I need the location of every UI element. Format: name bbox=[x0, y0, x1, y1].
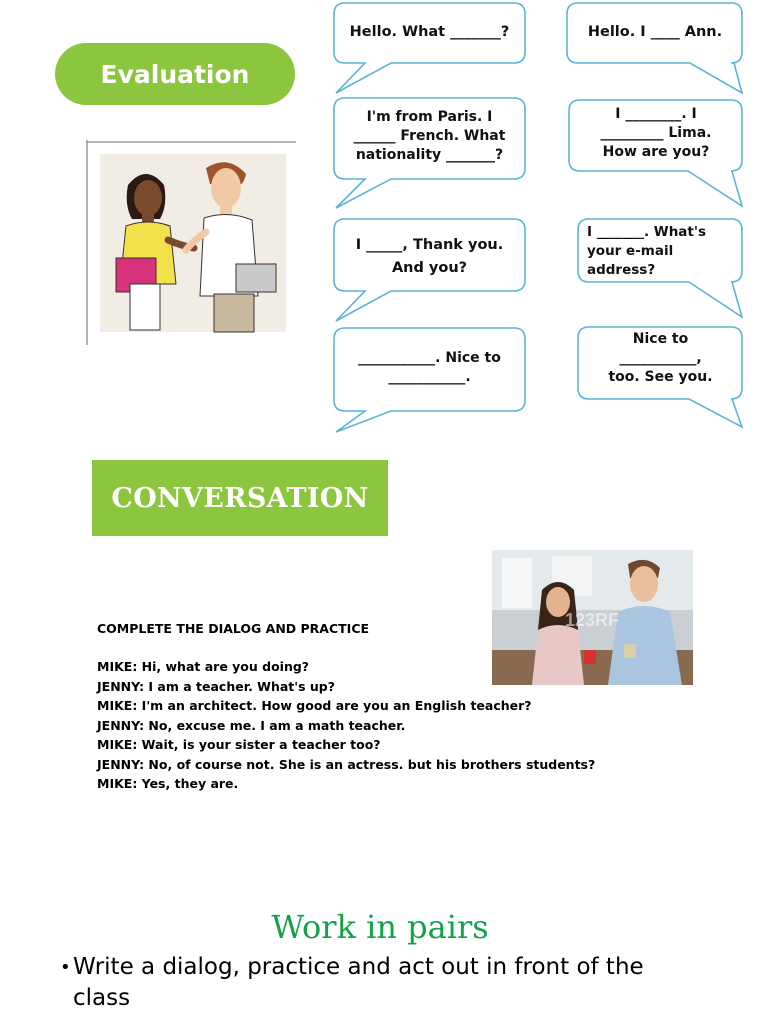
speech-bubble-3 bbox=[333, 97, 526, 209]
bubble-line: too. See you. bbox=[608, 369, 713, 385]
dialog-line: JENNY: I am a teacher. What's up? bbox=[97, 678, 336, 694]
dialog-line: MIKE: Wait, is your sister a teacher too? bbox=[97, 737, 381, 752]
evaluation-label: Evaluation bbox=[100, 59, 250, 89]
speech-bubble-2 bbox=[566, 2, 744, 94]
dialog-lines bbox=[97, 657, 595, 794]
bubble-line: your e-mail bbox=[587, 243, 674, 259]
instruction-text: Write a dialog, practice and act out in front of the class bbox=[73, 954, 644, 1011]
work-in-pairs-title: Work in pairs bbox=[271, 908, 489, 946]
bubble-line: address? bbox=[587, 262, 656, 278]
cartoon-two-people-illustration bbox=[86, 140, 296, 345]
bubble-line: Nice to bbox=[632, 331, 689, 347]
bubble-line: nationality _______? bbox=[355, 147, 504, 163]
bubble-text: Hello. I ____ Ann. bbox=[587, 24, 723, 40]
bubble-line: I'm from Paris. I bbox=[366, 109, 493, 125]
bubble-line: I _____, Thank you. bbox=[355, 237, 504, 253]
photo-watermark: 123RF bbox=[564, 610, 620, 630]
dialog-line: JENNY: No, excuse me. I am a math teacher. bbox=[97, 717, 406, 733]
bubble-line: And you? bbox=[391, 260, 468, 276]
bubble-line: ______ French. What bbox=[353, 128, 506, 144]
bullet-icon: • bbox=[60, 957, 71, 978]
speech-bubble-8 bbox=[577, 326, 744, 428]
bubble-line: I ________. I bbox=[615, 106, 697, 122]
speech-bubble-7 bbox=[333, 327, 526, 433]
bubble-line: ___________. bbox=[388, 369, 471, 385]
bubble-text: Hello. What _______? bbox=[349, 24, 510, 40]
dialog-line: MIKE: I'm an architect. How good are you an English teacher? bbox=[97, 698, 532, 713]
bubble-line: ___________, bbox=[619, 350, 702, 366]
evaluation-pill bbox=[55, 43, 295, 105]
dialog-title: COMPLETE THE DIALOG AND PRACTICE bbox=[97, 621, 370, 636]
speech-bubble-5 bbox=[333, 218, 526, 322]
work-in-pairs-instruction bbox=[60, 952, 700, 1014]
bubble-line: How are you? bbox=[602, 144, 710, 160]
speech-bubble-4 bbox=[568, 99, 744, 207]
dialog-line: JENNY: No, of course not. She is an actress. but his brothers students? bbox=[97, 756, 596, 772]
dialog-line: MIKE: Hi, what are you doing? bbox=[97, 659, 310, 674]
bubble-line: _________ Lima. bbox=[600, 125, 712, 141]
speech-bubble-1 bbox=[333, 2, 526, 94]
conversation-banner bbox=[92, 460, 388, 536]
dialog-line: MIKE: Yes, they are. bbox=[97, 776, 239, 791]
conversation-banner-label: CONVERSATION bbox=[111, 482, 369, 514]
speech-bubble-6 bbox=[577, 218, 744, 318]
bubble-line: I _______. What's bbox=[587, 224, 707, 240]
bubble-line: ___________. Nice to bbox=[358, 350, 501, 366]
